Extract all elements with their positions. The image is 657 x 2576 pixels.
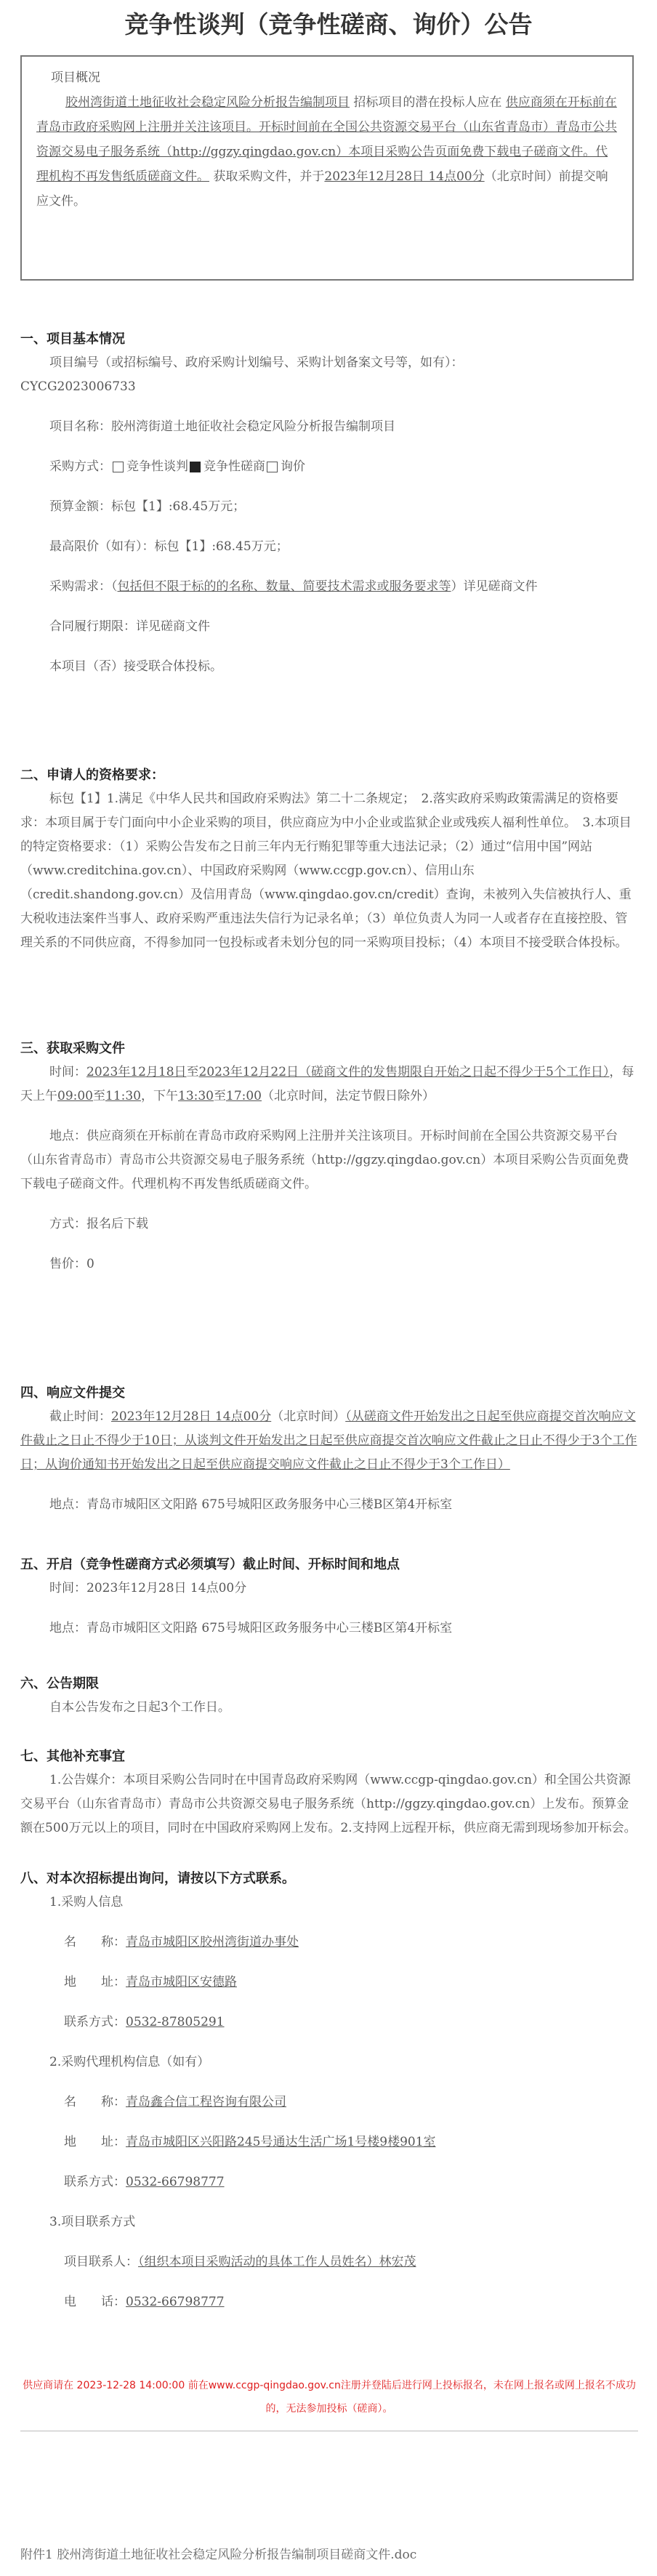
section-contact — [20, 1867, 638, 2314]
label: 项目联系人： — [64, 2255, 138, 2269]
page-title: 竞争性谈判（竞争性磋商、询价）公告 — [124, 10, 533, 39]
submit-place: 地点：青岛市城阳区文阳路 675号城阳区政务服务中心三楼B区第4开标室 — [49, 1497, 453, 1512]
time-b: 2023年12月18日 — [86, 1065, 187, 1079]
section-other — [20, 1744, 638, 1840]
overview-deadline: 2023年12月28日 14点00分 — [324, 169, 485, 184]
section-heading: 五、开启（竞争性磋商方式必须填写）截止时间、开标时间和地点 — [20, 1557, 400, 1572]
overview-text-6: （北京时间）前提交响应文件。 — [36, 169, 608, 209]
project-contact-person — [20, 2250, 638, 2274]
dl-d: （从磋商文件开始发出之日起至供应商提交首次响应文件截止之日止不得少于10日；从谈判文件开始发出之日起至供应商提交首次响应文件截止之日止不得少于3个工作日；从询价通知书开始发出之日起至供应商提交响应文件截止之日止不得少于3个工作日） — [20, 1409, 637, 1472]
procurement-needs — [20, 575, 638, 599]
label: 联系方式： — [64, 2015, 126, 2029]
section-heading: 八、对本次招标提出询问，请按以下方式联系。 — [20, 1871, 295, 1886]
section-heading: 一、项目基本情况 — [20, 331, 125, 347]
get-place: 地点：供应商须在开标前在青岛市政府采购网上注册并关注该项目。开标时间前在全国公共资源交易平台（山东省青岛市）青岛市公共资源交易电子服务系统（http://ggzy.qingdao.gov.cn）本项目采购公告页面免费下载电子磋商文件。代理机构不再发售纸质磋商文件。 — [20, 1129, 629, 1191]
section-heading: 二、申请人的资格要求： — [20, 768, 164, 783]
needs-b: 包括但不限于标的的名称、数量、简要技术需求或服务要求等 — [117, 579, 451, 594]
project-contact-heading: 3.项目联系方式 — [49, 2215, 136, 2229]
checked-box-icon — [190, 462, 201, 472]
method-option-2: 竞争性磋商 — [203, 459, 265, 474]
label: 名 称： — [64, 1935, 126, 1949]
get-price: 售价：0 — [49, 1257, 94, 1271]
registration-notice: 供应商请在 2023-12-28 14:00:00 前在www.ccgp-qingdao.gov.cn注册并登陆后进行网上投标报名，未在网上报名或网上报名不成功的，无法参加投标（磋商）。 — [23, 2380, 636, 2415]
project-contact-phone — [20, 2290, 638, 2314]
time-h: 至 — [93, 1089, 105, 1103]
purchaser-info-heading: 1.采购人信息 — [49, 1895, 124, 1909]
get-time — [20, 1060, 638, 1108]
method-option-1: 竞争性谈判 — [126, 459, 188, 474]
overview-acquire-method: 供应商须在开标前在青岛市政府采购网上注册并关注该项目。开标时间前在全国公共资源交易平台（山东省青岛市）青岛市公共资源交易电子服务系统（http://ggzy.qingdao.gov.cn）本项目采购公告页面免费下载电子磋商文件。代理机构不再发售纸质磋商文件。 — [36, 95, 617, 184]
time-d: 2023年12月22日 — [198, 1065, 299, 1079]
overview-text-4: 获取采购文件，并于 — [209, 169, 325, 184]
project-overview-box — [20, 55, 634, 281]
overview-heading: 项目概况 — [51, 71, 100, 85]
agency-phone — [20, 2170, 638, 2194]
value: 0532-66798777 — [126, 2175, 225, 2189]
dl-c: （北京时间） — [271, 1409, 346, 1424]
method-label: 采购方式： — [49, 459, 111, 474]
method-option-3: 询价 — [281, 459, 305, 474]
project-code: CYCG2023006733 — [20, 379, 136, 394]
section-qualification — [20, 763, 638, 955]
procurement-method — [20, 455, 638, 479]
time-l: 至 — [214, 1089, 226, 1103]
time-k: 13:30 — [178, 1089, 214, 1103]
purchaser-phone — [20, 2011, 638, 2034]
time-e: （磋商文件的发售期限自开始之日起不得少于5个工作日） — [299, 1065, 610, 1079]
value: 0532-87805291 — [126, 2015, 225, 2029]
label: 名 称： — [64, 2095, 126, 2109]
purchaser-address — [20, 1971, 638, 1995]
opening-place: 地点：青岛市城阳区文阳路 675号城阳区政务服务中心三楼B区第4开标室 — [49, 1621, 453, 1635]
contract-period: 合同履行期限：详见磋商文件 — [49, 619, 210, 634]
project-code-label: 项目编号（或招标编号、政府采购计划编号、采购计划备案文号等，如有）： — [49, 355, 464, 370]
time-m: 17:00 — [226, 1089, 262, 1103]
dl-a: 截止时间： — [49, 1409, 111, 1424]
value: （组织本项目采购活动的具体工作人员姓名）林宏茂 — [138, 2255, 416, 2269]
needs-c: ）详见磋商文件 — [451, 579, 538, 594]
unchecked-box-icon — [113, 462, 124, 472]
overview-text-2: 招标项目的潜在投标人应在 — [350, 95, 506, 110]
label: 联系方式： — [64, 2175, 126, 2189]
section-basic-info — [20, 327, 638, 679]
label: 地 址： — [64, 1975, 126, 1989]
time-c: 至 — [186, 1065, 199, 1079]
value: 0532-66798777 — [126, 2295, 225, 2309]
section-heading: 六、公告期限 — [20, 1676, 99, 1691]
opening-time: 时间：2023年12月28日 14点00分 — [49, 1581, 247, 1595]
overview-project-name: 胶州湾街道土地征收社会稳定风险分析报告编制项目 — [65, 95, 350, 110]
time-j: ，下午 — [141, 1089, 178, 1103]
value: 青岛市城阳区安德路 — [126, 1975, 237, 1989]
section-heading: 三、获取采购文件 — [20, 1041, 125, 1056]
time-g: 09:00 — [57, 1089, 93, 1103]
section-get-documents — [20, 1037, 638, 1276]
submit-deadline — [20, 1405, 638, 1477]
get-way: 方式：报名后下载 — [49, 1217, 148, 1231]
label: 地 址： — [64, 2135, 126, 2149]
time-n: （北京时间，法定节假日除外） — [262, 1089, 435, 1103]
qualification-body: 标包【1】1.满足《中华人民共和国政府采购法》第二十二条规定； 2.落实政府采购政策需满足的资格要求：本项目属于专门面向中小企业采购的项目，供应商应为中小企业或监狱企业或残疾人福利性单位。 3.本项目的特定资格要求：（1）采购公告发布之日前三年内无行贿犯罪等重大违法记录；（2）通过“信用中国”网站（www.creditchina.gov.cn）、中国政府采购网（www.ccgp.gov.cn）、信用山东（credit.shandong.gov.cn）及信用青岛（www.qingdao.gov.cn/credit）查询，未被列入失信被执行人、重大税收违法案件当事人、政府采购严重违法失信行为记录名单；（3）单位负责人为同一人或者存在直接控股、管理关系的不同供应商，不得参加同一包投标或者未划分包的同一采购项目投标；（4）本项目不接受联合体投标。 — [20, 792, 632, 950]
budget-amount: 预算金额：标包【1】:68.45万元； — [49, 499, 246, 514]
agency-info-heading: 2.采购代理机构信息（如有） — [49, 2055, 210, 2069]
notice-period: 自本公告发布之日起3个工作日。 — [49, 1700, 230, 1715]
value: 青岛鑫合信工程咨询有限公司 — [126, 2095, 286, 2109]
consortium-note: 本项目（否）接受联合体投标。 — [49, 659, 222, 674]
attachment-link[interactable]: 附件1 胶州湾街道土地征收社会稳定风险分析报告编制项目磋商文件.doc — [20, 2548, 417, 2562]
agency-address — [20, 2130, 638, 2154]
value: 青岛市城阳区兴阳路245号通达生活广场1号楼9楼901室 — [126, 2135, 436, 2149]
dl-b: 2023年12月28日 14点00分 — [111, 1409, 272, 1424]
section-opening — [20, 1553, 638, 1641]
project-name: 项目名称：胶州湾街道土地征收社会稳定风险分析报告编制项目 — [49, 419, 395, 434]
time-a: 时间： — [49, 1065, 86, 1079]
agency-name — [20, 2090, 638, 2114]
section-heading: 四、响应文件提交 — [20, 1385, 125, 1401]
section-notice-period — [20, 1672, 638, 1720]
purchaser-name — [20, 1931, 638, 1955]
max-price: 最高限价（如有）：标包【1】:68.45万元； — [49, 539, 289, 554]
time-i: 11:30 — [105, 1089, 141, 1103]
time-f: ，每天上午 — [20, 1065, 634, 1103]
section-submission — [20, 1381, 638, 1517]
other-body: 1.公告媒介：本项目采购公告同时在中国青岛政府采购网（www.ccgp-qingdao.gov.cn）和全国公共资源交易平台（山东省青岛市）青岛市公共资源交易电子服务系统（http://ggzy.qingdao.gov.cn）上发布。预算金额在500万元以上的项目，同时在中国政府采购网上发布。2.支持网上远程开标，供应商无需到现场参加开标会。 — [20, 1773, 637, 1835]
label: 电 话： — [64, 2295, 126, 2309]
overview-text — [36, 90, 618, 214]
value: 青岛市城阳区胶州湾街道办事处 — [126, 1935, 299, 1949]
unchecked-box-icon — [267, 462, 278, 472]
section-heading: 七、其他补充事宜 — [20, 1749, 125, 1764]
needs-a: 采购需求：（ — [49, 579, 118, 594]
